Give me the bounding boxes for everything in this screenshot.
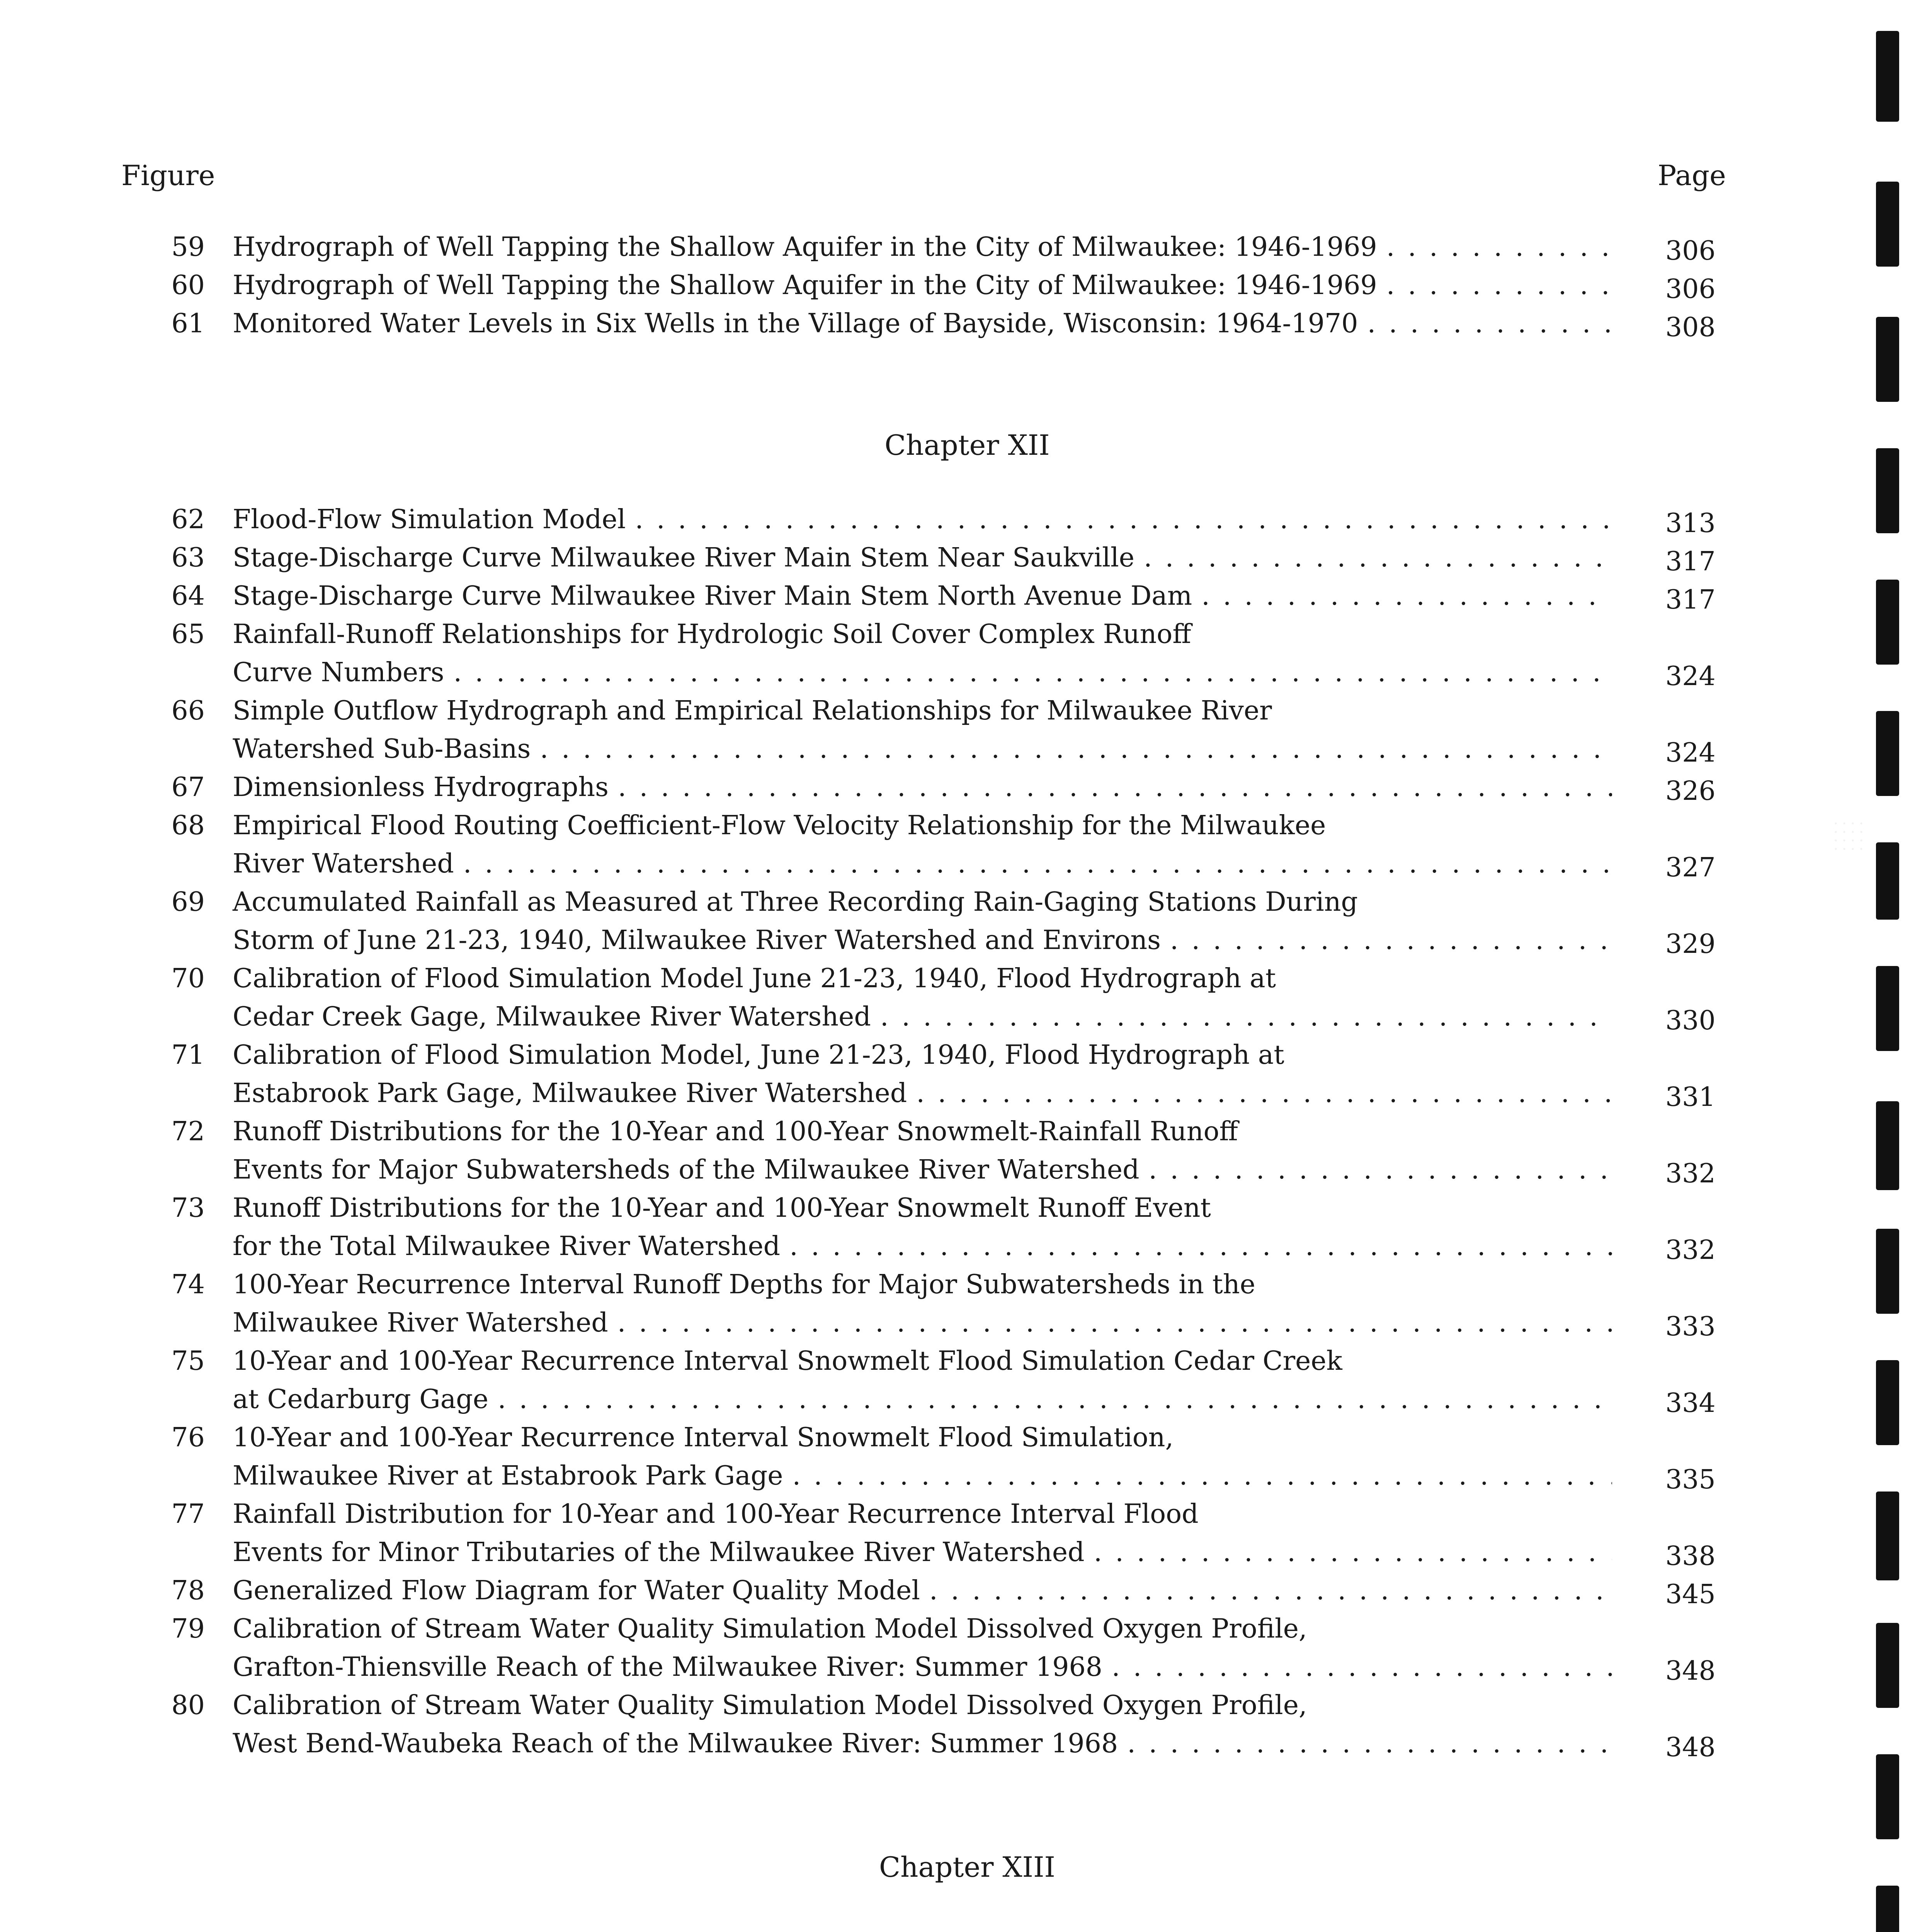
figure-title-line: 100-Year Recurrence Interval Runoff Depths for Major Subwatersheds in the	[233, 1269, 1255, 1300]
figure-title-line: River Watershed	[233, 849, 454, 879]
binder-hole-mark	[1876, 1886, 1899, 1932]
figure-title	[233, 692, 1612, 768]
figure-number: 77	[171, 1499, 205, 1529]
page-reference: 330	[1665, 1005, 1716, 1036]
figure-title-line: Events for Minor Tributaries of the Milwaukee River Watershed	[233, 1537, 1085, 1568]
figure-title-line: Calibration of Stream Water Quality Simulation Model Dissolved Oxygen Profile,	[233, 1614, 1307, 1644]
figure-entry[interactable]	[0, 1571, 1932, 1610]
leader-dots	[617, 1304, 1612, 1342]
binder-hole-mark	[1876, 31, 1899, 122]
figure-entry[interactable]	[0, 1610, 1932, 1686]
binder-hole-mark	[1876, 1623, 1899, 1708]
figure-number: 62	[171, 504, 205, 535]
figure-entry[interactable]	[0, 304, 1932, 343]
leader-dots	[1149, 1151, 1612, 1189]
figure-entry[interactable]	[0, 806, 1932, 883]
figure-title	[233, 1928, 1612, 1932]
figure-title-line: Storm of June 21-23, 1940, Milwaukee River Watershed and Environs	[233, 925, 1161, 956]
figure-entry[interactable]	[0, 1342, 1932, 1418]
figure-title-line: Dimensionless Hydrographs	[233, 772, 609, 803]
page-reference: 335	[1665, 1464, 1716, 1495]
figure-title-line: 10-Year and 100-Year Recurrence Interval Snowmelt Flood Simulation Cedar Creek	[233, 1346, 1342, 1376]
figure-title-line: Curve Numbers	[233, 657, 444, 688]
figure-title	[233, 500, 1612, 539]
figure-title	[233, 228, 1612, 266]
page-reference: 332	[1665, 1158, 1716, 1189]
binder-hole-mark	[1876, 1229, 1899, 1314]
figure-entry[interactable]	[0, 539, 1932, 577]
figure-title-line: Hydrograph of Well Tapping the Shallow Aquifer in the City of Milwaukee: 1946-1969	[233, 232, 1377, 262]
figure-group	[0, 1928, 1932, 1932]
scan-speck	[1832, 819, 1866, 854]
binder-hole-mark	[1876, 1492, 1899, 1580]
figure-title	[233, 1610, 1612, 1686]
figure-number: 59	[171, 232, 205, 262]
figure-title-line: Calibration of Stream Water Quality Simulation Model Dissolved Oxygen Profile,	[233, 1690, 1307, 1721]
figure-entry[interactable]	[0, 1686, 1932, 1763]
figure-title-line: Milwaukee River at Estabrook Park Gage	[233, 1461, 783, 1491]
leader-dots	[498, 1380, 1612, 1418]
figure-title-line: Simple Outflow Hydrograph and Empirical Relationships for Milwaukee River	[233, 696, 1272, 726]
figure-title-line: Watershed Sub-Basins	[233, 734, 531, 764]
binder-hole-mark	[1876, 182, 1899, 267]
page-reference: 317	[1665, 585, 1716, 615]
figure-entry[interactable]	[0, 959, 1932, 1036]
figure-title-line: Rainfall Distribution for 10-Year and 100-Year Recurrence Interval Flood	[233, 1499, 1199, 1529]
page-reference: 306	[1665, 274, 1716, 304]
leader-dots	[793, 1457, 1612, 1495]
figure-title-line: Runoff Distributions for the 10-Year and 100-Year Snowmelt Runoff Event	[233, 1193, 1211, 1223]
page-column-header: Page	[1658, 159, 1726, 192]
figure-number: 72	[171, 1116, 205, 1147]
figure-number: 61	[171, 308, 205, 339]
figure-entry[interactable]	[0, 1928, 1932, 1932]
binder-hole-mark	[1876, 1101, 1899, 1190]
leader-dots	[1127, 1725, 1612, 1763]
figure-number: 68	[171, 810, 205, 841]
figure-title-line: Estabrook Park Gage, Milwaukee River Watershed	[233, 1078, 907, 1109]
figure-entry[interactable]	[0, 615, 1932, 692]
figure-title	[233, 768, 1612, 806]
page-reference: 306	[1665, 236, 1716, 266]
leader-dots	[1386, 266, 1612, 304]
figure-number: 70	[171, 963, 205, 994]
leader-dots	[1386, 228, 1612, 266]
page-reference: 313	[1665, 508, 1716, 539]
binder-hole-mark	[1876, 842, 1899, 920]
binder-hole-mark	[1876, 711, 1899, 796]
leader-dots	[789, 1227, 1612, 1265]
figure-entry[interactable]	[0, 1189, 1932, 1265]
figure-number: 67	[171, 772, 205, 803]
figure-title	[233, 1112, 1612, 1189]
figure-number: 63	[171, 543, 205, 573]
figure-title	[233, 883, 1612, 959]
figure-number: 64	[171, 581, 205, 611]
figure-title-line: at Cedarburg Gage	[233, 1384, 488, 1415]
figure-number: 79	[171, 1614, 205, 1644]
figure-entry[interactable]	[0, 266, 1932, 304]
leader-dots	[618, 768, 1612, 806]
figure-title	[233, 959, 1612, 1036]
page-reference: 345	[1665, 1579, 1716, 1610]
figure-entry[interactable]	[0, 1036, 1932, 1112]
figure-number: 78	[171, 1575, 205, 1606]
leader-dots	[1094, 1533, 1612, 1571]
leader-dots	[463, 845, 1612, 883]
page-reference: 327	[1665, 852, 1716, 883]
figure-title-line: West Bend-Waubeka Reach of the Milwaukee River: Summer 1968	[233, 1728, 1118, 1759]
figure-title-line: Runoff Distributions for the 10-Year and 100-Year Snowmelt-Rainfall Runoff	[233, 1116, 1238, 1147]
figure-title	[233, 806, 1612, 883]
figure-entry[interactable]	[0, 1418, 1932, 1495]
figure-title-line: Milwaukee River Watershed	[233, 1308, 608, 1338]
figure-number: 60	[171, 270, 205, 301]
figure-entry[interactable]	[0, 500, 1932, 539]
leader-dots	[1144, 539, 1612, 577]
leader-dots	[1367, 304, 1612, 343]
leader-dots	[540, 730, 1612, 768]
figure-title	[233, 266, 1612, 304]
binder-hole-mark	[1876, 966, 1899, 1051]
figure-title-line: Stage-Discharge Curve Milwaukee River Main Stem North Avenue Dam	[233, 581, 1192, 611]
figure-number: 73	[171, 1193, 205, 1223]
figure-number: 71	[171, 1040, 205, 1070]
figure-title-line: Empirical Flood Routing Coefficient-Flow Velocity Relationship for the Milwaukee	[233, 810, 1326, 841]
binder-hole-mark	[1876, 580, 1899, 665]
figure-number: 74	[171, 1269, 205, 1300]
figure-title	[233, 615, 1612, 692]
page-reference: 348	[1665, 1656, 1716, 1686]
binder-hole-mark	[1876, 1754, 1899, 1839]
figure-title-line: Events for Major Subwatersheds of the Milwaukee River Watershed	[233, 1155, 1139, 1185]
figure-title-line: for the Total Milwaukee River Watershed	[233, 1231, 781, 1262]
figure-number: 75	[171, 1346, 205, 1376]
chapter-heading: Chapter XII	[884, 429, 1050, 461]
figure-column-header: Figure	[121, 159, 215, 192]
page-reference: 324	[1665, 738, 1716, 768]
figure-number: 65	[171, 619, 205, 650]
figure-number: 69	[171, 887, 205, 917]
figure-entry[interactable]	[0, 768, 1932, 806]
figure-number: 76	[171, 1422, 205, 1453]
figure-entry[interactable]	[0, 883, 1932, 959]
figure-entry[interactable]	[0, 1265, 1932, 1342]
chapter-heading: Chapter XIII	[879, 1851, 1055, 1883]
page-reference: 338	[1665, 1541, 1716, 1571]
figure-title	[233, 1495, 1612, 1571]
figure-title	[233, 539, 1612, 577]
figure-title-line: Monitored Water Levels in Six Wells in the Village of Bayside, Wisconsin: 1964-1970	[233, 308, 1358, 339]
figure-title	[233, 577, 1612, 615]
figure-title-line: 10-Year and 100-Year Recurrence Interval Snowmelt Flood Simulation,	[233, 1422, 1174, 1453]
figure-title-line: Stage-Discharge Curve Milwaukee River Main Stem Near Saukville	[233, 543, 1134, 573]
figure-entry[interactable]	[0, 692, 1932, 768]
figure-number	[128, 1928, 205, 1932]
figure-entry[interactable]	[0, 228, 1932, 266]
page-reference: 332	[1665, 1235, 1716, 1265]
figure-number: 66	[171, 696, 205, 726]
figure-title	[233, 1189, 1612, 1265]
figure-title	[233, 1686, 1612, 1763]
leader-dots	[635, 500, 1612, 539]
page-reference: 308	[1665, 312, 1716, 343]
leader-dots	[929, 1571, 1612, 1610]
figure-title-line: Calibration of Flood Simulation Model June 21-23, 1940, Flood Hydrograph at	[233, 963, 1276, 994]
figure-title-line: Calibration of Flood Simulation Model, June 21-23, 1940, Flood Hydrograph at	[233, 1040, 1284, 1070]
page-reference: 326	[1665, 776, 1716, 806]
page-reference: 333	[1665, 1311, 1716, 1342]
figure-title-line: Grafton-Thiensville Reach of the Milwaukee River: Summer 1968	[233, 1652, 1103, 1682]
leader-dots	[1112, 1648, 1612, 1686]
leader-dots	[1201, 577, 1612, 615]
figure-title	[233, 1265, 1612, 1342]
leader-dots	[1170, 921, 1612, 959]
binder-hole-mark	[1876, 1360, 1899, 1445]
figure-title	[233, 304, 1612, 343]
figure-title-line	[233, 1928, 1612, 1932]
leader-dots	[880, 998, 1612, 1036]
figure-title	[233, 1036, 1612, 1112]
figure-title	[233, 1418, 1612, 1495]
figure-title-line: Hydrograph of Well Tapping the Shallow Aquifer in the City of Milwaukee: 1946-1969	[233, 270, 1377, 301]
page-reference: 331	[1665, 1082, 1716, 1112]
figure-number: 80	[171, 1690, 205, 1721]
figure-group	[0, 500, 1932, 1763]
leader-dots	[454, 653, 1612, 692]
binder-hole-mark	[1876, 317, 1899, 402]
figure-entry[interactable]	[0, 1112, 1932, 1189]
figure-title-line: Cedar Creek Gage, Milwaukee River Watershed	[233, 1002, 871, 1032]
figure-title-line: Rainfall-Runoff Relationships for Hydrologic Soil Cover Complex Runoff	[233, 619, 1191, 650]
figure-title	[233, 1571, 1612, 1610]
figure-title-line: Flood-Flow Simulation Model	[233, 504, 626, 535]
page-reference: 317	[1665, 546, 1716, 577]
figure-entry[interactable]	[0, 1495, 1932, 1571]
page-reference: 348	[1665, 1732, 1716, 1763]
figure-title-line: Generalized Flow Diagram for Water Quality Model	[233, 1575, 920, 1606]
figure-entry[interactable]	[0, 577, 1932, 615]
leader-dots	[916, 1074, 1612, 1112]
figure-group	[0, 228, 1932, 343]
figure-title	[233, 1342, 1612, 1418]
page-reference: 334	[1665, 1388, 1716, 1418]
figure-title-line: Accumulated Rainfall as Measured at Three Recording Rain-Gaging Stations During	[233, 887, 1358, 917]
page-reference: 329	[1665, 929, 1716, 959]
binder-hole-mark	[1876, 448, 1899, 533]
page-reference: 324	[1665, 661, 1716, 692]
